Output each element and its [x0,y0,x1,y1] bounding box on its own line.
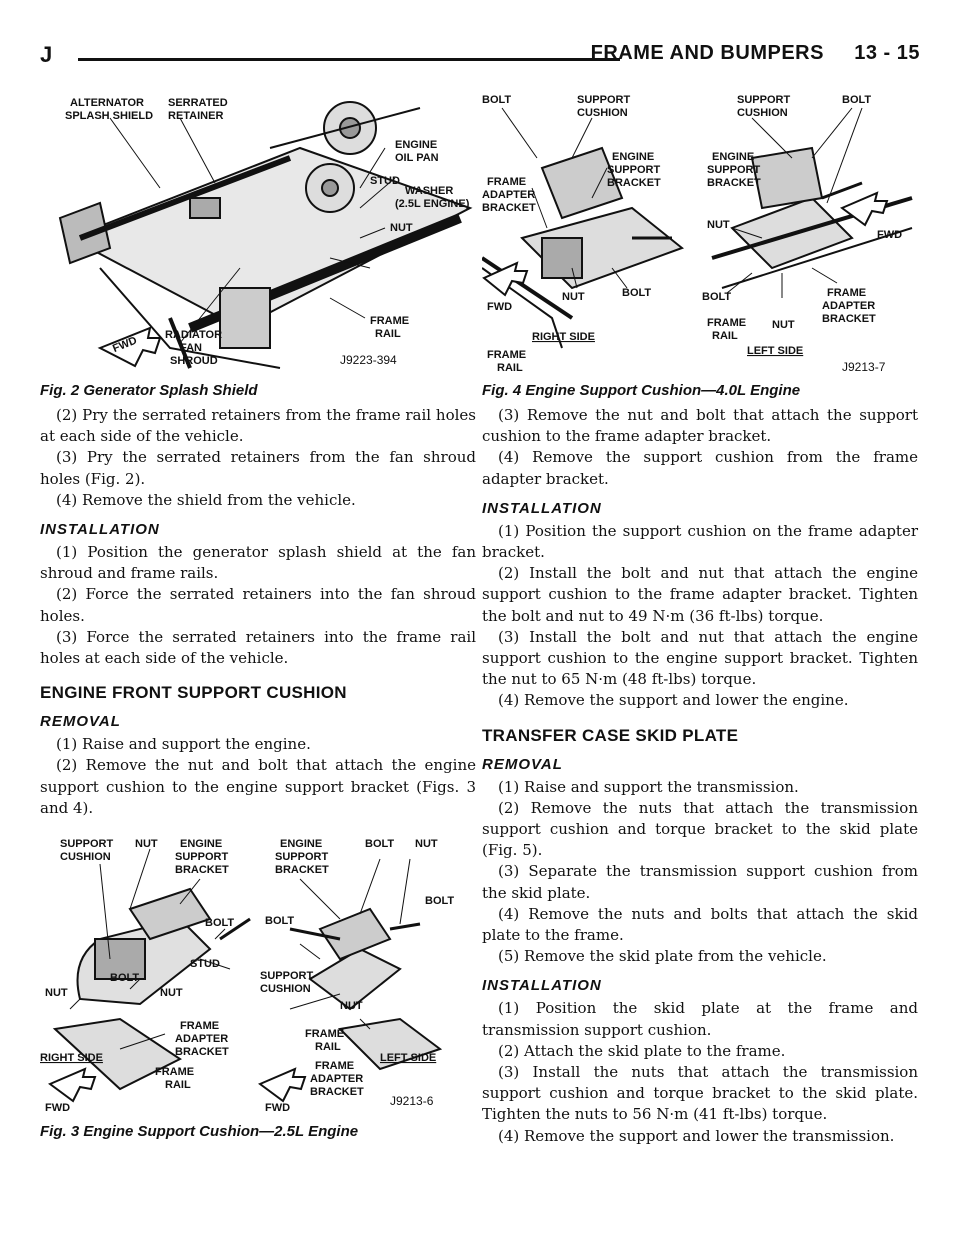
figure-4 [482,88,918,399]
page-header [40,42,920,82]
label-left-side: LEFT SIDE [380,1052,437,1065]
label-fwd: FWD [265,1102,291,1115]
figure-2-caption: Fig. 2 Generator Splash Shield [40,382,258,399]
label-shroud: SHROUD [170,355,218,367]
label-adapter: ADAPTER [822,300,876,312]
label-stud: STUD [190,958,220,971]
right-removal2-step: (1) Raise and support the transmission. [498,777,799,796]
section-title-transfer-case-skid-plate: TRANSFER CASE SKID PLATE [482,725,739,745]
right-installation-step: (2) Install the bolt and nut that attach the engine support cushion to the frame adapter bracket. Tighten the bolt and nut to 49 N·m (36 ft-lbs) torque. [482,564,918,625]
label-nut: NUT [390,222,413,234]
label-frame: FRAME [180,1020,220,1033]
label-engine: ENGINE [395,139,438,151]
label-bolt: BOLT [425,895,455,908]
label-nut: NUT [562,291,585,303]
section-letter: J [40,42,53,67]
label-frame: FRAME [707,317,747,329]
label-support: SUPPORT [60,838,114,851]
label-retainer: RETAINER [168,110,224,122]
right-installation2-step: (1) Position the skid plate at the frame and transmission support cushion. [482,999,918,1039]
left-installation-step: (3) Force the serrated retainers into the frame rail holes at each side of the vehicle. [40,627,476,668]
generator-splash-shield-illustration [40,88,476,378]
figure-4-caption: Fig. 4 Engine Support Cushion—4.0L Engine [482,382,801,399]
label-bracket: BRACKET [175,1046,229,1059]
label-bracket: BRACKET [607,177,661,189]
label-adapter: ADAPTER [482,189,536,201]
figure-code: J9223-394 [340,353,397,367]
left-installation-step: (1) Position the generator splash shield at the fan shroud and frame rails. [40,543,476,583]
installation-heading: INSTALLATION [40,521,160,539]
label-support: SUPPORT [577,94,631,106]
label-frame: FRAME [487,176,527,188]
installation-heading: INSTALLATION [482,499,602,517]
label-splash-shield: SPLASH SHIELD [65,110,154,122]
right-installation-step: (1) Position the support cushion on the frame adapter bracket. [482,521,918,562]
right-installation-step: (3) Install the bolt and nut that attach the engine support cushion to the engine support bracket. Tighten the nut to 65 N·m (48 ft-lbs) torque. [482,627,918,689]
figure-3-caption: Fig. 3 Engine Support Cushion—2.5L Engine [40,1123,359,1141]
label-cushion: CUSHION [60,851,111,864]
label-frame: FRAME [370,315,410,327]
figure-2 [40,88,476,399]
label-washer: WASHER [405,185,454,197]
left-removal2-step: (1) Raise and support the engine. [56,735,311,754]
label-bolt: BOLT [365,838,395,851]
label-fan: FAN [180,342,202,354]
label-nut: NUT [45,987,68,1000]
label-engine: ENGINE [712,151,755,163]
engine-support-cushion-40l-illustration [482,88,918,378]
label-support: SUPPORT [175,851,229,864]
fwd-arrow-icon [484,263,527,295]
label-right-side: RIGHT SIDE [40,1052,103,1065]
right-installation-step: (4) Remove the support and lower the engine. [498,691,849,710]
label-stud: STUD [370,175,400,187]
right-removal-step: (4) Remove the support cushion from the frame adapter bracket. [482,448,918,488]
fwd-arrow-icon [842,193,887,225]
right-removal2-step: (5) Remove the skid plate from the vehicle. [498,947,827,966]
label-frame: FRAME [487,349,527,361]
label-rail: RAIL [315,1041,341,1054]
label-radiator: RADIATOR [165,329,223,341]
label-bolt: BOLT [205,917,235,930]
label-bolt: BOLT [842,94,872,106]
left-text-block [40,405,476,819]
label-rail: RAIL [712,330,738,342]
label-bracket: BRACKET [707,177,761,189]
figure-code: J9213-7 [842,360,886,374]
label-nut: NUT [772,319,795,331]
label-support: SUPPORT [707,164,761,176]
right-installation2-step: (2) Attach the skid plate to the frame. [498,1041,786,1060]
label-engine: ENGINE [612,151,655,163]
label-nut: NUT [160,987,183,1000]
left-removal2-step: (2) Remove the nut and bolt that attach the engine support cushion to the engine support bracket (Figs. 3 and 4). [40,756,476,817]
right-text-block [482,405,918,1147]
right-installation2-step: (3) Install the nuts that attach the transmission support cushion and torque bracket to the skid plate. Tighten the nuts to 56 N·m (41 ft-lbs) torque. [482,1063,918,1124]
label-oil-pan: OIL PAN [395,152,439,164]
label-support: SUPPORT [260,970,314,983]
label-support: SUPPORT [607,164,661,176]
right-installation2-step: (4) Remove the support and lower the transmission. [498,1126,895,1145]
label-bracket: BRACKET [310,1086,364,1099]
page-title: FRAME AND BUMPERS 13 - 15 [590,42,920,64]
right-removal2-step: (2) Remove the nuts that attach the transmission support cushion and torque bracket to the skid plate (Fig. 5). [482,798,918,860]
label-bolt: BOLT [110,972,140,985]
right-removal2-step: (4) Remove the nuts and bolts that attach the skid plate to the frame. [482,904,918,945]
label-rail: RAIL [497,362,523,374]
label-frame: FRAME [827,287,867,299]
label-nut: NUT [135,838,158,851]
label-left-side: LEFT SIDE [747,345,804,357]
label-fwd: FWD [487,301,513,313]
label-fwd: FWD [45,1102,71,1115]
label-right-side: RIGHT SIDE [532,331,595,343]
right-removal-step: (3) Remove the nut and bolt that attach the support cushion to the frame adapter bracket. [482,406,918,446]
label-frame: FRAME [305,1028,345,1041]
left-removal-step: (2) Pry the serrated retainers from the frame rail holes at each side of the vehicle. [40,406,476,446]
header-rule [78,58,620,61]
label-frame: FRAME [315,1060,355,1073]
label-support: SUPPORT [275,851,329,864]
engine-support-cushion-25l-illustration [40,829,476,1119]
label-serrated: SERRATED [168,97,228,109]
label-cushion: CUSHION [577,107,628,119]
label-engine: ENGINE [180,838,223,851]
label-bolt: BOLT [702,291,732,303]
label-nut: NUT [707,219,730,231]
label-bolt: BOLT [265,915,295,928]
label-rail: RAIL [375,328,401,340]
right-column [482,88,918,1147]
left-removal-step: (4) Remove the shield from the vehicle. [56,490,356,509]
label-support: SUPPORT [737,94,791,106]
label-fwd: FWD [111,334,139,356]
label-nut: NUT [340,1000,363,1013]
label-nut: NUT [415,838,438,851]
removal-heading: REMOVAL [482,755,563,773]
label-bracket: BRACKET [482,202,536,214]
label-bracket: BRACKET [822,313,876,325]
label-bolt: BOLT [622,287,652,299]
label-alternator: ALTERNATOR [70,97,144,109]
label-washer-note: (2.5L ENGINE) [395,198,470,210]
section-title-engine-front-support: ENGINE FRONT SUPPORT CUSHION [40,683,347,703]
figure-code: J9213-6 [390,1094,434,1109]
fwd-arrow-icon [260,1069,305,1101]
label-cushion: CUSHION [260,983,311,996]
label-frame: FRAME [155,1066,195,1079]
installation-heading: INSTALLATION [482,977,602,995]
label-bolt: BOLT [482,94,512,106]
label-fwd: FWD [877,229,903,241]
right-removal2-step: (3) Separate the transmission support cushion from the skid plate. [482,862,918,902]
label-adapter: ADAPTER [175,1033,229,1046]
fwd-arrow-icon [50,1069,95,1101]
label-bracket: BRACKET [175,864,229,877]
left-column [40,88,476,1140]
left-installation-step: (2) Force the serrated retainers into the fan shroud holes. [40,585,476,625]
removal-heading: REMOVAL [40,713,121,731]
figure-3 [40,829,476,1140]
label-cushion: CUSHION [737,107,788,119]
left-removal-step: (3) Pry the serrated retainers from the fan shroud holes (Fig. 2). [40,448,476,488]
label-bracket: BRACKET [275,864,329,877]
label-rail: RAIL [165,1079,191,1092]
label-engine: ENGINE [280,838,323,851]
label-adapter: ADAPTER [310,1073,364,1086]
